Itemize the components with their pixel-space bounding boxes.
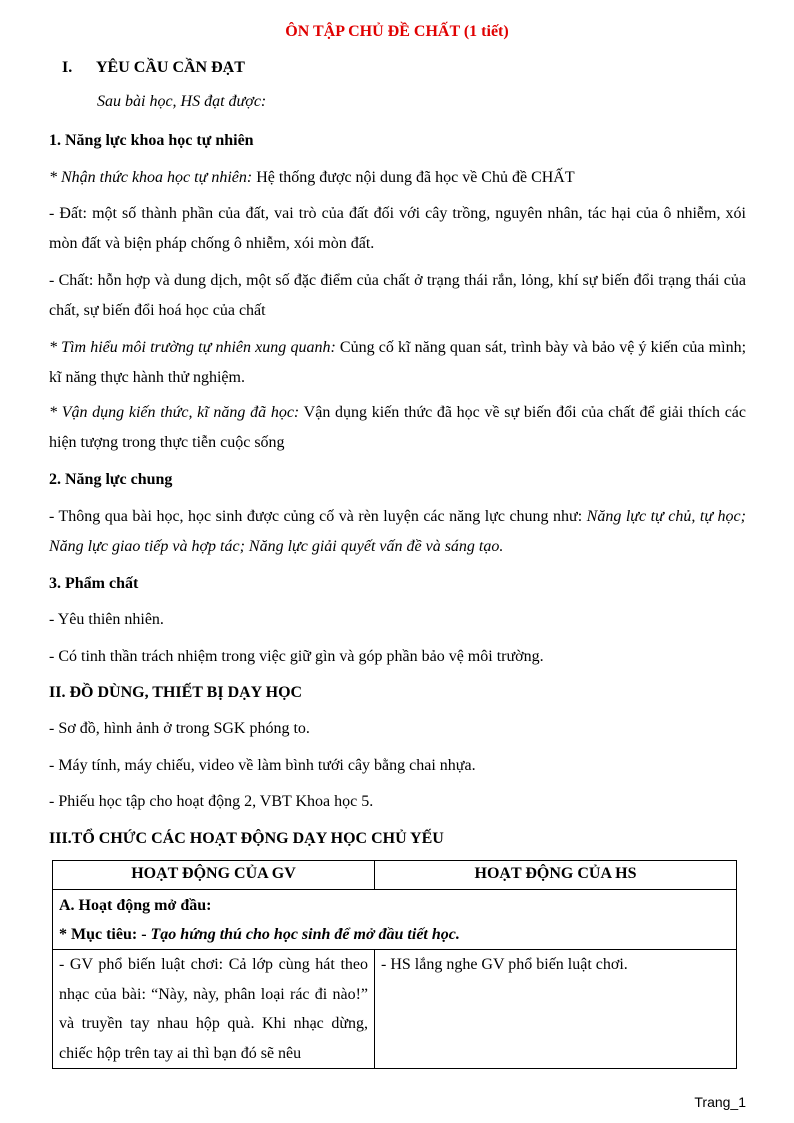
explore-text: Củng cố kĩ năng quan sát, trình bày và bảo vệ ý kiến của mình; kĩ năng thực hành thử nghiệm. — [49, 339, 747, 386]
document-title: ÔN TẬP CHỦ ĐỀ CHẤT (1 tiết) — [285, 23, 509, 40]
section-2-heading: II. ĐỒ DÙNG, THIẾT BỊ DẠY HỌC — [49, 684, 303, 701]
student-activity-cell: - HS lắng nghe GV phổ biến luật chơi. — [375, 950, 737, 1069]
paragraph-matter: - Chất: hỗn hợp và dung dịch, một số đặc điểm của chất ở trạng thái rắn, lỏng, khí sự biến đổi trạng thái của chất, sự biến đổi hoá học của chất — [49, 272, 746, 319]
table-row-section-a — [53, 890, 737, 950]
section-a-goal — [59, 920, 730, 949]
subheading-general-competence: 2. Năng lực chung — [49, 471, 173, 488]
subheading-natural-science: 1. Năng lực khoa học tự nhiên — [49, 132, 254, 149]
subheading-qualities: 3. Phẩm chất — [49, 575, 139, 592]
awareness-label: * Nhận thức khoa học tự nhiên: — [49, 169, 253, 186]
section-1-heading — [62, 59, 245, 77]
explore-label: * Tìm hiểu môi trường tự nhiên xung quanh: — [49, 339, 336, 356]
goal-label: * Mục tiêu: - — [59, 926, 147, 943]
paragraph-soil: - Đất: một số thành phần của đất, vai trò của đất đối với cây trồng, nguyên nhân, tác hại của ô nhiễm, xói mòn đất và biện pháp chống ô nhiễm, xói mòn đất. — [49, 205, 746, 252]
awareness-text: Hệ thống được nội dung đã học về Chủ đề CHẤT — [252, 169, 575, 186]
goal-text: Tạo hứng thú cho học sinh để mở đầu tiết học. — [146, 926, 460, 943]
quality-item-1: - Yêu thiên nhiên. — [49, 611, 164, 628]
equipment-item-2: - Máy tính, máy chiếu, video về làm bình tưới cây bằng chai nhựa. — [49, 757, 476, 774]
paragraph-general-competence — [49, 502, 746, 562]
quality-item-2: - Có tinh thần trách nhiệm trong việc giữ gìn và góp phần bảo vệ môi trường. — [49, 648, 544, 665]
paragraph-explore — [49, 333, 746, 393]
section-a-cell — [53, 890, 737, 950]
section-1-heading-text: YÊU CẦU CẦN ĐẠT — [96, 59, 245, 76]
section-3-heading: III.TỔ CHỨC CÁC HOẠT ĐỘNG DẠY HỌC CHỦ YẾU — [49, 830, 444, 847]
section-a-title: A. Hoạt động mở đầu: — [59, 897, 212, 914]
table-header-row — [53, 861, 737, 890]
header-teacher-activity: HOẠT ĐỘNG CỦA GV — [53, 861, 375, 890]
teacher-activity-cell: - GV phổ biến luật chơi: Cả lớp cùng hát theo nhạc của bài: “Này, này, phân loại rác đi nào!” và truyền tay nhau hộp quà. Khi nhạc dừng, chiếc hộp trên tay ai thì bạn đó sẽ nêu — [53, 950, 375, 1069]
table-row — [53, 950, 737, 1069]
apply-label: * Vận dụng kiến thức, kĩ năng đã học: — [49, 404, 300, 421]
apply-text: Vận dụng kiến thức đã học về sự biến đổi của chất để giải thích các hiện tượng trong thực tiễn cuộc sống — [49, 404, 747, 451]
equipment-item-3: - Phiếu học tập cho hoạt động 2, VBT Khoa học 5. — [49, 793, 374, 810]
activities-table — [52, 860, 737, 1069]
paragraph-apply — [49, 398, 746, 458]
paragraph-awareness — [49, 163, 746, 193]
general-competence-italic: Năng lực tự chủ, tự học; Năng lực giao tiếp và hợp tác; Năng lực giải quyết vấn đề và sáng tạo. — [49, 508, 746, 555]
section-1-intro: Sau bài học, HS đạt được: — [97, 93, 267, 110]
general-competence-text: - Thông qua bài học, học sinh được củng cố và rèn luyện các năng lực chung như: — [49, 508, 587, 525]
header-student-activity: HOẠT ĐỘNG CỦA HS — [375, 861, 737, 890]
equipment-item-1: - Sơ đồ, hình ảnh ở trong SGK phóng to. — [49, 720, 310, 737]
page-number: Trang_1 — [694, 1094, 746, 1110]
section-1-number: I. — [62, 59, 73, 76]
